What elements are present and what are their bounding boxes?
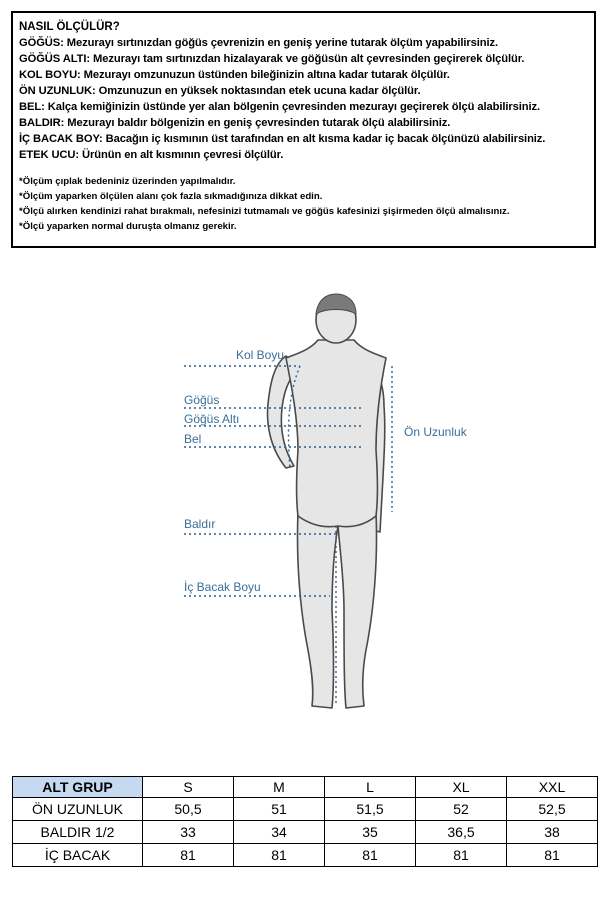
table-row <box>13 821 598 844</box>
label-kol-boyu: Kol Boyu <box>236 348 285 362</box>
row-label: ÖN UZUNLUK <box>13 798 143 821</box>
header-size: XXL <box>507 777 598 798</box>
note-4: *Ölçü yaparken normal duruşta olmanız gerekir. <box>19 221 237 232</box>
table-cell: 81 <box>325 844 416 867</box>
note-1: *Ölçüm çıplak bedeniniz üzerinden yapılmalıdır. <box>19 176 236 187</box>
label-gogus: Göğüs <box>184 393 220 407</box>
label-bel: Bel <box>184 432 202 446</box>
note-3: *Ölçü alırken kendinizi rahat bırakmalı, nefesinizi tutmamalı ve göğüs kafesinizi şişirmeden ölçü almalısınız. <box>19 206 510 217</box>
header-alt-grup: ALT GRUP <box>13 777 143 798</box>
table-cell: 81 <box>507 844 598 867</box>
label-gogus-alti: Göğüs Altı <box>184 412 240 426</box>
instruction-on-uzunluk: ÖN UZUNLUK: Omzunuzun en yüksek noktasından etek ucuna kadar ölçülür. <box>19 85 421 97</box>
table-cell: 33 <box>143 821 234 844</box>
label-on-uzunluk: Ön Uzunluk <box>404 425 467 439</box>
table-cell: 81 <box>234 844 325 867</box>
note-2: *Ölçüm yaparken ölçülen alanı çok fazla sıkmadığınıza dikkat edin. <box>19 191 323 202</box>
table-row <box>13 798 598 821</box>
table-cell: 38 <box>507 821 598 844</box>
table-cell: 34 <box>234 821 325 844</box>
instruction-etek-ucu: ETEK UCU: Ürünün en alt kısmının çevresi ölçülür. <box>19 149 284 161</box>
table-cell: 36,5 <box>416 821 507 844</box>
label-ic-bacak-boyu: İç Bacak Boyu <box>184 580 261 594</box>
instruction-gogus: GÖĞÜS: Mezurayı sırtınızdan göğüs çevrenizin en geniş yerine tutarak ölçüm yapabilirsiniz. <box>19 37 499 49</box>
label-baldir: Baldır <box>184 517 216 531</box>
header-size: M <box>234 777 325 798</box>
header-size: L <box>325 777 416 798</box>
table-cell: 51 <box>234 798 325 821</box>
instruction-ic-bacak-boy: İÇ BACAK BOY: Bacağın iç kısmının üst tarafından en alt kısma kadar iç bacak ölçünüzü alabilirsiniz. <box>19 133 546 145</box>
instruction-baldir: BALDIR: Mezurayı baldır bölgenizin en geniş çevresinden tutarak ölçü alabilirsiniz. <box>19 117 451 129</box>
row-label: BALDIR 1/2 <box>13 821 143 844</box>
size-table <box>12 776 598 867</box>
table-cell: 81 <box>416 844 507 867</box>
instructions-title: NASIL ÖLÇÜLÜR? <box>19 21 120 33</box>
body-silhouette <box>268 297 386 708</box>
table-cell: 81 <box>143 844 234 867</box>
table-row <box>13 844 598 867</box>
table-cell: 52,5 <box>507 798 598 821</box>
header-size: S <box>143 777 234 798</box>
header-size: XL <box>416 777 507 798</box>
table-cell: 50,5 <box>143 798 234 821</box>
row-label: İÇ BACAK <box>13 844 143 867</box>
measurement-instructions <box>11 11 596 248</box>
table-cell: 51,5 <box>325 798 416 821</box>
table-cell: 35 <box>325 821 416 844</box>
instruction-bel: BEL: Kalça kemiğinizin üstünde yer alan bölgenin çevresinden mezurayı geçirerek ölçü alabilirsiniz. <box>19 101 541 113</box>
size-table-header <box>13 777 598 798</box>
instruction-gogus-alti: GÖĞÜS ALTI: Mezurayı tam sırtınızdan hizalayarak ve göğüsün alt çevresinden geçirerek ölçülür. <box>19 53 525 65</box>
body-measurement-figure <box>0 290 613 730</box>
instruction-kol-boyu: KOL BOYU: Mezurayı omzunuzun üstünden bileğinizin altına kadar tutarak ölçülür. <box>19 69 450 81</box>
table-cell: 52 <box>416 798 507 821</box>
